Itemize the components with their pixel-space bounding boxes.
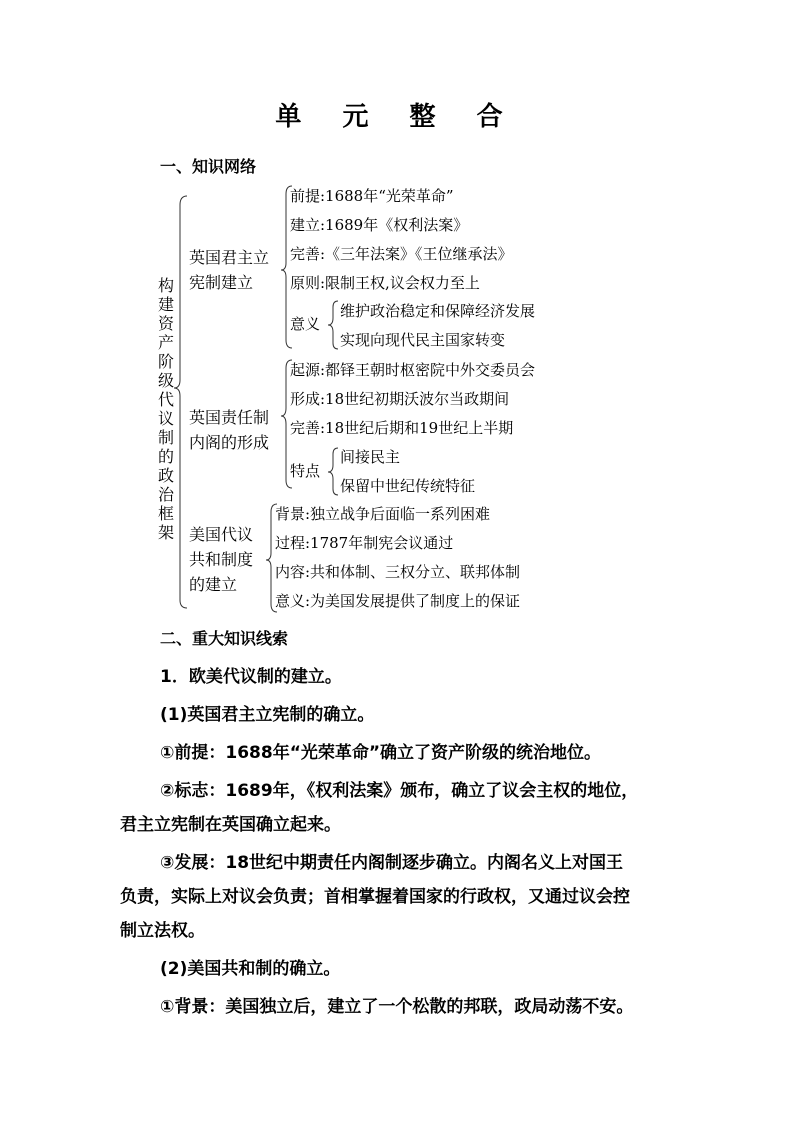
leaf-b3-process: 过程:1787年制宪会议通过 <box>275 534 454 552</box>
para-development-line1: ③发展：18世纪中期责任内阁制逐步确立。内阁名义上对国王 <box>160 853 624 873</box>
tree-root-label: 构建资产阶级代议制的政治框架 <box>157 276 174 542</box>
section-heading-key-clues: 二、重大知识线索 <box>160 629 289 648</box>
para-development-line2: 负责，实际上对议会负责；首相掌握着国家的行政权，又通过议会控 <box>120 887 630 907</box>
leaf-b2-formation: 形成:18世纪初期沃波尔当政期间 <box>290 390 510 408</box>
leaf-b2-features-label: 特点 <box>290 462 321 480</box>
leaf-b2-improve: 完善:18世纪后期和19世纪上半期 <box>290 419 514 437</box>
bracket-branch1-sub <box>328 301 338 349</box>
para-development-line3: 制立法权。 <box>120 921 205 941</box>
page-title: 单 元 整 合 <box>275 102 519 132</box>
leaf-b1-significance-label: 意义 <box>290 315 321 333</box>
para-us-background: ①背景：美国独立后，建立了一个松散的邦联，政局动荡不安。 <box>160 997 634 1017</box>
para-sign-line1: ②标志：1689年，《权利法案》颁布，确立了议会主权的地位， <box>160 781 639 801</box>
leaf-b2-feature-1: 间接民主 <box>340 448 401 466</box>
leaf-b1-significance-1: 维护政治稳定和保障经济发展 <box>340 302 536 320</box>
para-subheading-us: (2)美国共和制的确立。 <box>160 959 341 979</box>
branch-us-republic: 美国代议 共和制度 的建立 <box>189 525 254 594</box>
leaf-b3-background: 背景:独立战争后面临一系列困难 <box>275 505 491 523</box>
leaf-b1-principle: 原则:限制王权,议会权力至上 <box>290 274 480 292</box>
leaf-b1-establish: 建立:1689年《权利法案》 <box>290 216 469 234</box>
para-heading-1: 1．欧美代议制的建立。 <box>160 667 342 687</box>
para-sign-line2: 君主立宪制在英国确立起来。 <box>120 815 341 835</box>
leaf-b1-premise: 前提:1688年“光荣革命” <box>290 187 454 205</box>
branch-uk-constitutional-monarchy: 英国君主立 宪制建立 <box>189 248 270 292</box>
para-subheading-uk: (1)英国君主立宪制的确立。 <box>160 705 375 725</box>
leaf-b1-improve: 完善:《三年法案》《王位继承法》 <box>290 245 513 263</box>
leaf-b2-origin: 起源:都铎王朝时枢密院中外交委员会 <box>290 361 536 379</box>
leaf-b3-significance: 意义:为美国发展提供了制度上的保证 <box>275 592 521 610</box>
leaf-b3-content: 内容:共和体制、三权分立、联邦体制 <box>275 563 521 581</box>
leaf-b1-significance-2: 实现向现代民主国家转变 <box>340 331 506 349</box>
leaf-b2-feature-2: 保留中世纪传统特征 <box>340 477 476 495</box>
para-premise: ①前提：1688年“光荣革命”确立了资产阶级的统治地位。 <box>160 743 602 763</box>
section-heading-knowledge-network: 一、知识网络 <box>160 157 257 176</box>
branch-uk-cabinet: 英国责任制 内阁的形成 <box>189 408 270 452</box>
bracket-branch2-sub <box>328 448 338 495</box>
